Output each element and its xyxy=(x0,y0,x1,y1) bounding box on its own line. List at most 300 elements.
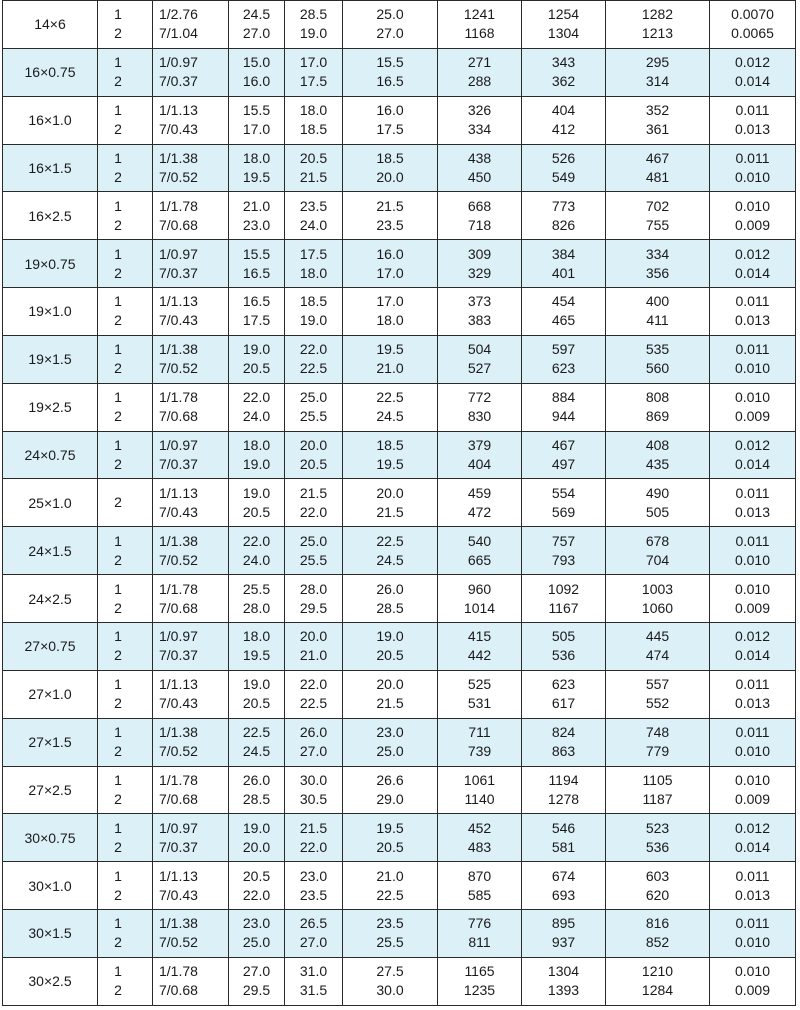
cell-value: 0.014 xyxy=(734,647,771,664)
cell-value: 20.0 xyxy=(376,676,404,693)
value-stack xyxy=(343,53,437,91)
cell-value: 435 xyxy=(645,456,670,473)
value-stack xyxy=(522,819,605,857)
cell-value: 373 xyxy=(467,293,492,310)
core-count-cell xyxy=(98,383,153,431)
core-count-cell xyxy=(98,96,153,144)
cell-value: 1105 xyxy=(642,771,673,788)
cell-value: 2 xyxy=(114,695,122,712)
cell-value: 0.009 xyxy=(734,408,771,425)
resistance-cell xyxy=(710,1,796,49)
cell-value: 26.6 xyxy=(376,771,404,788)
value-stack xyxy=(522,867,605,905)
value-stack xyxy=(285,723,342,761)
value-stack xyxy=(522,292,605,330)
cell-value: 1/1.13 xyxy=(159,102,198,119)
value-stack xyxy=(343,5,437,43)
diameter-a-cell xyxy=(229,766,285,814)
cell-value: 0.010 xyxy=(734,771,771,788)
cell-value: 1 xyxy=(114,54,122,71)
cell-value: 329 xyxy=(467,264,492,281)
cell-value: 0.011 xyxy=(735,724,770,741)
cell-value: 0.010 xyxy=(734,168,771,185)
value-stack xyxy=(229,5,284,43)
cell-value: 26.5 xyxy=(299,915,328,932)
value-stack xyxy=(606,53,709,91)
value-stack xyxy=(606,771,709,809)
cell-value: 1140 xyxy=(464,790,495,807)
conductor-structure-cell xyxy=(153,527,229,575)
cell-value: 19.0 xyxy=(242,341,271,358)
cell-value: 309 xyxy=(467,245,492,262)
cell-value: 31.5 xyxy=(299,982,328,999)
conductor-structure-cell xyxy=(153,335,229,383)
value-stack xyxy=(710,5,795,43)
diameter-b-cell xyxy=(285,718,343,766)
weight-c-cell xyxy=(606,862,710,910)
cell-value: 7/0.37 xyxy=(159,647,198,664)
cell-value: 668 xyxy=(467,197,492,214)
diameter-b-cell xyxy=(285,1,343,49)
cell-value: 2 xyxy=(114,168,122,185)
value-stack xyxy=(343,914,437,952)
value-stack xyxy=(343,771,437,809)
cell-value: 18.5 xyxy=(299,121,328,138)
diameter-a-cell xyxy=(229,670,285,718)
cell-value: 1393 xyxy=(547,982,580,999)
cell-value: 0.012 xyxy=(734,54,771,71)
cell-value: 1/1.78 xyxy=(159,389,198,406)
cell-value: 26.0 xyxy=(299,724,328,741)
cell-value: 0.013 xyxy=(734,121,771,138)
diameter-b-cell xyxy=(285,814,343,862)
cell-value: 1194 xyxy=(548,771,579,788)
cell-value: 25.0 xyxy=(242,934,271,951)
weight-a-cell xyxy=(438,910,522,958)
cell-value: 19.0 xyxy=(242,456,271,473)
weight-a-cell xyxy=(438,48,522,96)
value-stack xyxy=(438,245,521,283)
cell-value: 505 xyxy=(645,503,670,520)
cell-value: 481 xyxy=(645,168,670,185)
cell-value: 1241 xyxy=(463,6,496,23)
cell-value: 617 xyxy=(551,695,576,712)
cell-value: 295 xyxy=(645,54,670,71)
cell-value: 2 xyxy=(114,494,122,511)
weight-b-cell xyxy=(522,622,606,670)
value-stack xyxy=(710,245,795,283)
cell-value: 19.5 xyxy=(376,456,404,473)
resistance-cell xyxy=(710,527,796,575)
value-stack xyxy=(285,627,342,665)
value-stack xyxy=(522,532,605,570)
weight-a-cell xyxy=(438,957,522,1005)
cell-value: 24.5 xyxy=(376,408,404,425)
value-stack xyxy=(98,723,152,761)
weight-a-cell xyxy=(438,383,522,431)
cell-value: 21.0 xyxy=(376,867,404,884)
resistance-cell xyxy=(710,957,796,1005)
value-stack xyxy=(522,484,605,522)
table-row xyxy=(3,288,796,336)
value-stack xyxy=(710,867,795,905)
diameter-c-cell xyxy=(343,862,438,910)
cell-value: 288 xyxy=(467,73,492,90)
table-row xyxy=(3,766,796,814)
cell-value: 704 xyxy=(645,551,670,568)
cell-value: 27.0 xyxy=(299,934,328,951)
diameter-b-cell xyxy=(285,431,343,479)
cell-value: 7/0.52 xyxy=(159,360,198,377)
cell-value: 1/0.97 xyxy=(159,437,198,454)
cell-value: 22.5 xyxy=(299,695,328,712)
cell-value: 22.0 xyxy=(299,503,328,520)
core-count-cell xyxy=(98,622,153,670)
core-count-cell xyxy=(98,718,153,766)
diameter-c-cell xyxy=(343,575,438,623)
cell-value: 20.0 xyxy=(242,838,271,855)
spec-cell: 16×1.0 xyxy=(3,96,98,144)
value-stack xyxy=(98,388,152,426)
cell-value: 415 xyxy=(467,628,492,645)
cell-value: 1 xyxy=(114,963,122,980)
cell-value: 23.5 xyxy=(376,216,404,233)
diameter-a-cell xyxy=(229,431,285,479)
value-stack xyxy=(522,627,605,665)
cell-value: 23.0 xyxy=(242,216,271,233)
value-stack xyxy=(285,5,342,43)
weight-b-cell xyxy=(522,383,606,431)
value-stack xyxy=(153,388,228,426)
cell-value: 31.0 xyxy=(299,963,328,980)
value-stack xyxy=(229,292,284,330)
cell-value: 454 xyxy=(551,293,576,310)
weight-a-cell xyxy=(438,766,522,814)
cell-value: 25.0 xyxy=(376,6,404,23)
cell-value: 20.5 xyxy=(299,456,328,473)
cell-value: 17.0 xyxy=(376,264,404,281)
cell-value: 314 xyxy=(645,73,670,90)
cell-value: 22.5 xyxy=(376,389,404,406)
cell-value: 711 xyxy=(468,724,491,741)
cell-value: 17.5 xyxy=(299,73,328,90)
weight-a-cell xyxy=(438,1,522,49)
cell-value: 28.5 xyxy=(299,6,328,23)
cell-value: 18.5 xyxy=(376,437,404,454)
cell-value: 23.5 xyxy=(299,886,328,903)
cell-value: 1/1.13 xyxy=(159,676,198,693)
cell-value: 18.5 xyxy=(376,149,404,166)
cell-value: 2 xyxy=(114,408,122,425)
value-stack xyxy=(438,101,521,139)
value-stack xyxy=(229,914,284,952)
cell-value: 1 xyxy=(114,724,122,741)
cell-value: 549 xyxy=(551,168,576,185)
diameter-a-cell xyxy=(229,335,285,383)
weight-b-cell xyxy=(522,96,606,144)
cell-value: 944 xyxy=(551,408,576,425)
cell-value: 755 xyxy=(645,216,670,233)
value-stack xyxy=(98,819,152,857)
cell-value: 474 xyxy=(645,647,670,664)
value-stack xyxy=(438,580,521,618)
spec-cell: 27×1.5 xyxy=(3,718,98,766)
cell-value: 17.0 xyxy=(376,293,404,310)
cell-value: 0.010 xyxy=(734,197,771,214)
table-row xyxy=(3,910,796,958)
value-stack xyxy=(438,53,521,91)
cell-value: 19.5 xyxy=(242,168,271,185)
conductor-structure-cell xyxy=(153,240,229,288)
spec-cell: 19×1.0 xyxy=(3,288,98,336)
cell-value: 21.5 xyxy=(376,197,404,214)
cell-value: 2 xyxy=(114,743,122,760)
cell-value: 603 xyxy=(645,867,670,884)
value-stack xyxy=(98,867,152,905)
value-stack xyxy=(153,580,228,618)
cell-value: 7/0.43 xyxy=(159,695,198,712)
cell-value: 527 xyxy=(467,360,492,377)
weight-a-cell xyxy=(438,718,522,766)
diameter-a-cell xyxy=(229,527,285,575)
cell-value: 7/0.52 xyxy=(159,168,198,185)
diameter-b-cell xyxy=(285,335,343,383)
cell-value: 20.5 xyxy=(376,838,404,855)
cell-value: 7/0.43 xyxy=(159,121,198,138)
diameter-b-cell xyxy=(285,192,343,240)
conductor-structure-cell xyxy=(153,957,229,1005)
value-stack xyxy=(438,867,521,905)
cell-value: 0.012 xyxy=(734,245,771,262)
cell-value: 748 xyxy=(645,724,670,741)
cell-value: 2 xyxy=(114,360,122,377)
cell-value: 1/0.97 xyxy=(159,54,198,71)
cell-value: 674 xyxy=(551,867,576,884)
core-count-cell xyxy=(98,670,153,718)
diameter-b-cell xyxy=(285,862,343,910)
value-stack xyxy=(522,771,605,809)
cell-value: 895 xyxy=(551,915,576,932)
resistance-cell xyxy=(710,383,796,431)
cell-value: 326 xyxy=(467,102,492,119)
value-stack xyxy=(153,197,228,235)
cell-value: 384 xyxy=(551,245,576,262)
cell-value: 1284 xyxy=(641,982,674,999)
value-stack xyxy=(710,675,795,713)
cell-value: 552 xyxy=(645,695,670,712)
cell-value: 411 xyxy=(646,312,669,329)
cell-value: 1187 xyxy=(642,790,673,807)
cell-value: 2 xyxy=(114,551,122,568)
cell-value: 0.010 xyxy=(734,743,771,760)
cell-value: 1/1.13 xyxy=(159,867,198,884)
weight-b-cell xyxy=(522,718,606,766)
weight-b-cell xyxy=(522,431,606,479)
cell-value: 0.011 xyxy=(735,484,770,501)
cell-value: 356 xyxy=(645,264,670,281)
cell-value: 2 xyxy=(114,121,122,138)
value-stack xyxy=(153,245,228,283)
weight-b-cell xyxy=(522,335,606,383)
diameter-c-cell xyxy=(343,527,438,575)
cell-value: 1213 xyxy=(641,25,674,42)
cell-value: 620 xyxy=(645,886,670,903)
conductor-structure-cell xyxy=(153,144,229,192)
value-stack xyxy=(710,723,795,761)
cell-value: 560 xyxy=(645,360,670,377)
cell-value: 25.0 xyxy=(299,389,328,406)
cell-value: 702 xyxy=(645,197,670,214)
value-stack xyxy=(522,101,605,139)
resistance-cell xyxy=(710,479,796,527)
value-stack xyxy=(285,532,342,570)
weight-a-cell xyxy=(438,670,522,718)
cell-value: 26.0 xyxy=(376,580,404,597)
conductor-structure-cell xyxy=(153,431,229,479)
cell-value: 1061 xyxy=(463,771,496,788)
value-stack xyxy=(606,962,709,1000)
spec-cell: 24×1.5 xyxy=(3,527,98,575)
cell-value: 19.5 xyxy=(376,341,404,358)
cell-value: 0.011 xyxy=(735,915,770,932)
cell-value: 569 xyxy=(551,503,576,520)
cell-value: 20.5 xyxy=(299,149,328,166)
cell-value: 7/0.37 xyxy=(159,73,198,90)
cell-value: 24.5 xyxy=(242,6,271,23)
value-stack xyxy=(710,101,795,139)
value-stack xyxy=(343,436,437,474)
cell-value: 18.0 xyxy=(299,264,328,281)
cell-value: 863 xyxy=(551,743,576,760)
value-stack xyxy=(153,436,228,474)
diameter-a-cell xyxy=(229,718,285,766)
cell-value: 2 xyxy=(114,456,122,473)
table-row xyxy=(3,814,796,862)
value-stack xyxy=(153,675,228,713)
table-row xyxy=(3,144,796,192)
value-stack xyxy=(153,149,228,187)
core-count-cell xyxy=(98,144,153,192)
value-stack xyxy=(153,53,228,91)
value-stack xyxy=(438,436,521,474)
cell-value: 1/1.13 xyxy=(159,484,198,501)
cell-value: 7/0.52 xyxy=(159,551,198,568)
cell-value: 22.0 xyxy=(242,532,271,549)
resistance-cell xyxy=(710,718,796,766)
diameter-a-cell xyxy=(229,957,285,1005)
cell-value: 472 xyxy=(467,503,492,520)
diameter-b-cell xyxy=(285,144,343,192)
table-row xyxy=(3,335,796,383)
value-stack xyxy=(98,292,152,330)
cell-value: 1/1.38 xyxy=(159,149,198,166)
weight-b-cell xyxy=(522,48,606,96)
cell-value: 20.5 xyxy=(242,503,271,520)
resistance-cell xyxy=(710,48,796,96)
cell-value: 15.5 xyxy=(376,54,404,71)
spec-cell: 16×2.5 xyxy=(3,192,98,240)
cell-value: 404 xyxy=(551,102,576,119)
value-stack xyxy=(710,580,795,618)
resistance-cell xyxy=(710,431,796,479)
cell-value: 7/0.68 xyxy=(159,408,198,425)
cell-value: 22.0 xyxy=(299,838,328,855)
value-stack xyxy=(285,149,342,187)
cell-value: 0.014 xyxy=(734,264,771,281)
value-stack xyxy=(285,101,342,139)
cell-value: 352 xyxy=(645,102,670,119)
value-stack xyxy=(285,292,342,330)
value-stack xyxy=(229,962,284,1000)
cell-value: 2 xyxy=(114,312,122,329)
cell-value: 1/1.38 xyxy=(159,532,198,549)
spec-cell: 19×1.5 xyxy=(3,335,98,383)
weight-b-cell xyxy=(522,766,606,814)
spec-cell: 16×1.5 xyxy=(3,144,98,192)
cell-value: 30.5 xyxy=(299,790,328,807)
weight-c-cell xyxy=(606,814,710,862)
weight-b-cell xyxy=(522,288,606,336)
value-stack xyxy=(606,867,709,905)
diameter-c-cell xyxy=(343,48,438,96)
value-stack xyxy=(438,5,521,43)
spec-cell: 19×2.5 xyxy=(3,383,98,431)
diameter-b-cell xyxy=(285,670,343,718)
cell-value: 0.010 xyxy=(734,551,771,568)
cell-value: 24.0 xyxy=(242,408,271,425)
weight-b-cell xyxy=(522,192,606,240)
cell-value: 490 xyxy=(645,484,670,501)
cell-value: 0.0070 xyxy=(731,6,774,23)
cell-value: 1/1.38 xyxy=(159,915,198,932)
value-stack xyxy=(343,101,437,139)
value-stack xyxy=(606,340,709,378)
diameter-a-cell xyxy=(229,144,285,192)
cell-value: 581 xyxy=(551,838,576,855)
cell-value: 7/0.43 xyxy=(159,312,198,329)
diameter-c-cell xyxy=(343,957,438,1005)
table-row xyxy=(3,479,796,527)
weight-c-cell xyxy=(606,431,710,479)
value-stack xyxy=(343,627,437,665)
value-stack xyxy=(153,5,228,43)
cell-value: 1210 xyxy=(641,963,674,980)
cell-value: 442 xyxy=(467,647,492,664)
cell-value: 0.011 xyxy=(735,341,770,358)
diameter-b-cell xyxy=(285,622,343,670)
cell-value: 623 xyxy=(551,360,576,377)
cell-value: 718 xyxy=(467,216,492,233)
cell-value: 1 xyxy=(114,628,122,645)
cell-value: 16.5 xyxy=(242,293,271,310)
cell-value: 497 xyxy=(551,456,576,473)
cell-value: 408 xyxy=(645,437,670,454)
spec-cell: 27×1.0 xyxy=(3,670,98,718)
diameter-a-cell xyxy=(229,479,285,527)
conductor-structure-cell xyxy=(153,622,229,670)
value-stack xyxy=(606,5,709,43)
value-stack xyxy=(285,388,342,426)
cell-value: 505 xyxy=(551,628,576,645)
diameter-b-cell xyxy=(285,957,343,1005)
diameter-b-cell xyxy=(285,479,343,527)
cell-value: 22.0 xyxy=(299,676,328,693)
cell-value: 816 xyxy=(645,915,670,932)
weight-c-cell xyxy=(606,48,710,96)
value-stack xyxy=(153,867,228,905)
value-stack xyxy=(438,675,521,713)
cell-value: 7/1.04 xyxy=(159,25,198,42)
